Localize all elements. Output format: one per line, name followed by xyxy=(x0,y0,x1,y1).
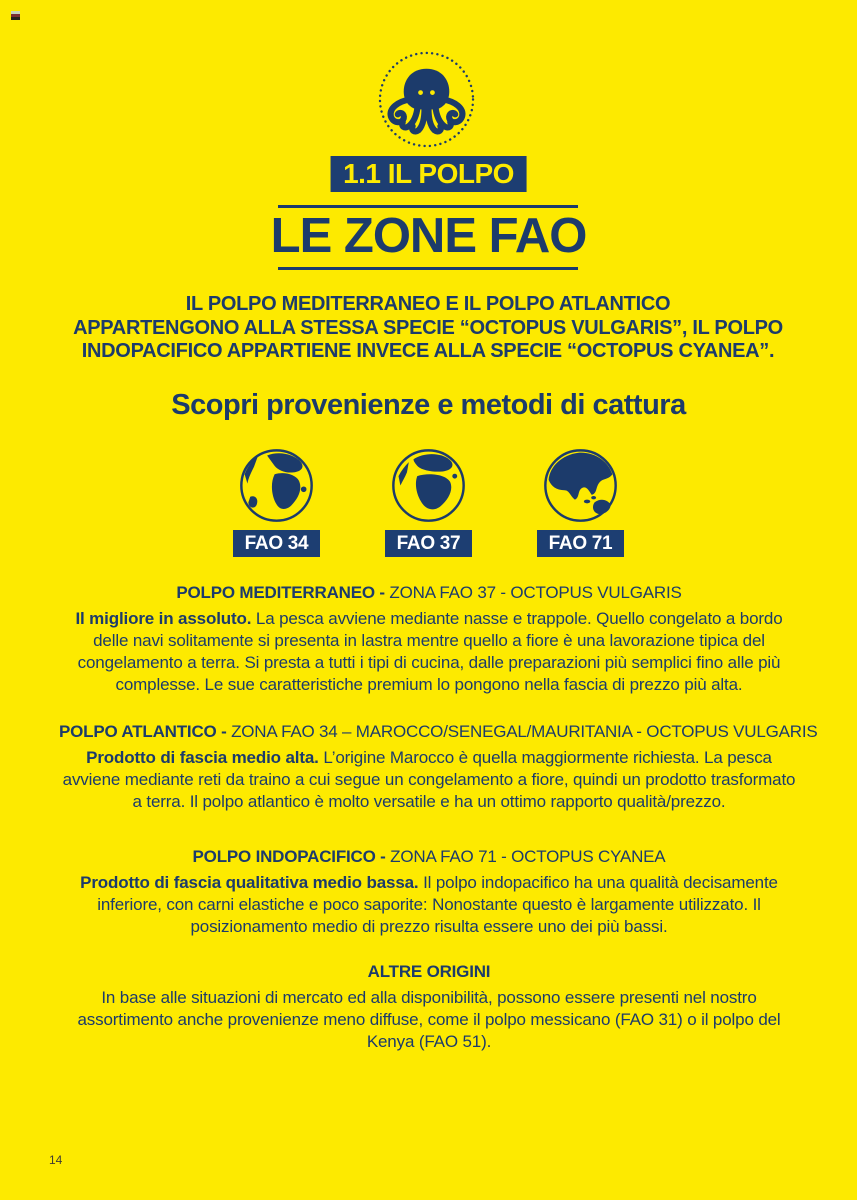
section-polpo-atlantico xyxy=(59,722,818,813)
fao-zone-71 xyxy=(537,448,625,557)
section-body: In base alle situazioni di mercato ed alla disponibilità, possono essere presenti nel nostro assortimento anche provenienze meno diffuse, come il polpo messicano (FAO 31) o il polpo del Kenya (FAO 51). xyxy=(77,988,781,1051)
globe-mediterranean-icon xyxy=(391,448,466,523)
section-body: Il migliore in assoluto. La pesca avviene mediante nasse e trappole. Quello congelato a bordo delle navi solitamente si presenta in lastra mentre quello a fiore è una lavorazione tipica del congelamento a terra. Si presta a tutti i tipi di cucina, dalle preparazioni più semplici fino alle più complesse. Le sue caratteristiche premium lo pongono nella fascia di prezzo più alta. xyxy=(75,609,783,694)
section-polpo-mediterraneo xyxy=(59,583,799,696)
section-title: POLPO ATLANTICO - ZONA FAO 34 – MAROCCO/SENEGAL/MAURITANIA - OCTOPUS VULGARIS xyxy=(59,722,818,741)
section-body: Prodotto di fascia qualitativa medio bassa. Il polpo indopacifico ha una qualità decisamente inferiore, con carni elastiche e poco saporite: Nonostante questo è largamente utilizzato. Il posizionamento medio di prezzo risulta essere uno dei più bassi. xyxy=(80,873,778,936)
fao-zone-label: FAO 71 xyxy=(537,530,625,557)
print-artifact xyxy=(11,11,20,22)
intro-line: INDOPACIFICO APPARTIENE INVECE ALLA SPECIE “OCTOPUS CYANEA”. xyxy=(81,340,775,362)
globe-atlantic-icon xyxy=(239,448,314,523)
intro-paragraph xyxy=(48,293,808,364)
page-number: 14 xyxy=(49,1153,63,1167)
fao-zone-37 xyxy=(385,448,473,557)
intro-line: IL POLPO MEDITERRANEO E IL POLPO ATLANTICO xyxy=(185,293,671,315)
octopus-icon xyxy=(377,50,476,149)
section-title: POLPO MEDITERRANEO - ZONA FAO 37 - OCTOPUS VULGARIS xyxy=(176,583,682,602)
fao-zone-34 xyxy=(233,448,321,557)
fao-zone-label: FAO 34 xyxy=(233,530,321,557)
title-rule-top xyxy=(278,205,578,208)
page-title: LE ZONE FAO xyxy=(270,209,587,263)
chapter-badge: 1.1 IL POLPO xyxy=(330,156,527,192)
section-body: Prodotto di fascia medio alta. L’origine Marocco è quella maggiormente richiesta. La pesca avviene mediante reti da traino a cui segue un congelamento a fiore, quindi un prodotto trasformato a terra. Il polpo atlantico è molto versatile e ha un ottimo rapporto qualità/prezzo. xyxy=(62,748,796,811)
title-rule-bottom xyxy=(278,267,578,270)
section-title: ALTRE ORIGINI xyxy=(367,962,491,981)
subtitle: Scopri provenienze e metodi di cattura xyxy=(171,389,686,421)
globe-indopacific-icon xyxy=(543,448,618,523)
fao-zone-label: FAO 37 xyxy=(385,530,473,557)
section-polpo-indopacifico xyxy=(59,847,799,938)
section-title: POLPO INDOPACIFICO - ZONA FAO 71 - OCTOPUS CYANEA xyxy=(192,847,666,866)
fao-zones-row xyxy=(0,448,857,557)
section-altre-origini xyxy=(59,962,799,1053)
intro-line: APPARTENGONO ALLA STESSA SPECIE “OCTOPUS VULGARIS”, IL POLPO xyxy=(73,316,783,339)
